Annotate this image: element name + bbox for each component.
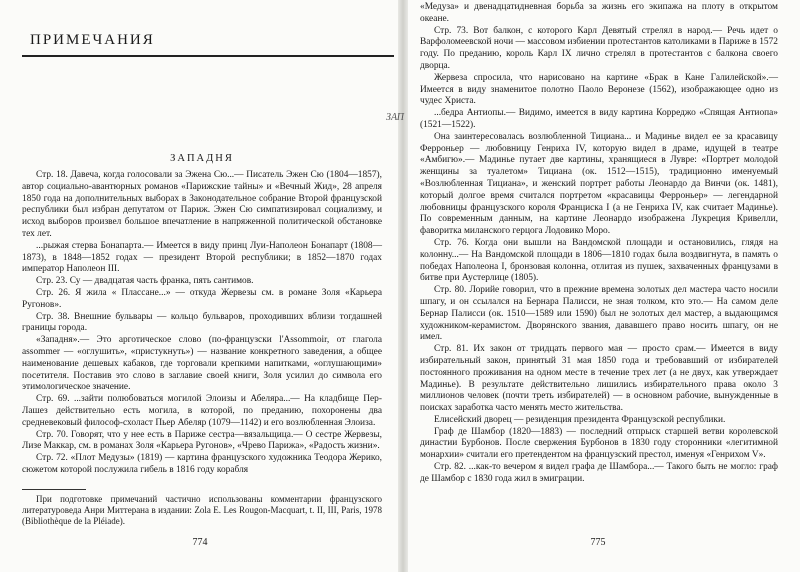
note-paragraph: Стр. 38. Внешние бульвары — кольцо бульваров, проходивших вблизи тогдашней границы города. (22, 311, 382, 334)
book-gutter (398, 0, 408, 572)
note-paragraph: Граф де Шамбор (1820—1883) — последний отпрыск старшей ветви королевской династии Бурбонов. После свержения Бурбонов в 1830 году сторонники «легитимной монархии» считали его претендентом на французский престол, именуя «Генрихом V». (420, 426, 778, 461)
note-paragraph: «Западня».— Это арготическое слово (по-французски l'Assommoir, от глагола assommer — «оглушить», «пристукнуть») — название конкретного заведения, а общее наименование дешевых кабаков, где торговали крепкими напитками, «оглушающими» посетителя. Поставив это слово в заглавие своей книги, Золя усилил до символа его этимологическое значение. (22, 335, 382, 393)
note-paragraph: Стр. 81. Их закон от тридцать первого мая — просто срам.— Имеется в виду избирательный закон, принятый 31 мая 1850 года и требовавший от избирателей постоянного проживания на одном месте в течение трех лет (а не двух, как утверждает Мадинье). В результате действительно лишились избирательного права около 3 миллионов человек (почти треть избирателей) — в основном рабочие, вынужденные в поисках заработка часто менять место жительства. (420, 344, 778, 414)
note-paragraph: ...бедра Антиопы.— Видимо, имеется в виду картина Корреджо «Спящая Антиопа» (1521—1522). (420, 108, 778, 130)
footnote-rule (22, 489, 86, 490)
page-number: 775 (590, 537, 606, 548)
right-page (408, 0, 800, 572)
note-paragraph: ...рыжая стерва Бонапарта.— Имеется в виду принц Луи-Наполеон Бонапарт (1808—1873), в 1848—1852 годах — президент Второй республики; в 1852—1870 годах император Наполеон III. (22, 240, 382, 275)
footnote: При подготовке примечаний частично использованы комментарии французского литературоведа Анри Миттерана в издании: Zola E. Les Rougon-Macquart, t. II, III, Paris, 1978 (Bibliothèque de la Pléiade). (22, 493, 382, 526)
left-page (0, 0, 398, 572)
header-rule (22, 55, 394, 57)
note-paragraph: Стр. 69. ...зайти полюбоваться могилой Элоизы и Абеляра...— На кладбище Пер-Лашез действительно есть могила, в которой, по преданию, похоронены два средневековый философ-схоласт Пьер Абеляр (1079—1142) и его возлюбленная Элоиза. (22, 394, 382, 428)
note-paragraph: «Медуза» и двенадцатидневная борьба за жизнь его экипажа на плоту в открытом океане. (420, 2, 778, 24)
note-paragraph: Жервеза спросила, что нарисовано на картине «Брак в Кане Галилейской».— Имеется в виду знаменитое полотно Паоло Веронезе (1562), изображающее одно из чудес Христа. (420, 72, 778, 107)
section-title: ЗАПАДНЯ (170, 153, 234, 164)
note-paragraph: Стр. 76. Когда они вышли на Вандомской площади и остановились, глядя на колонну...— На Вандомской площади в 1806—1810 годах была воздвигнута, в память о победах Наполеона I, бронзовая колонна, отлитая из пушек, захваченных французами в битве при Аустерлице (1805). (420, 237, 778, 284)
note-paragraph: Стр. 26. Я жила « Плассане...» — откуда Жервезы см. в романе Золя «Карьера Ругонов». (22, 287, 382, 310)
note-paragraph: Стр. 82. ...как-то вечером я видел графа де Шамбора...— Такого быть не могло: граф де Шамбор с 1830 года жил в эмиграции. (420, 462, 778, 484)
margin-mark: ЗАП (386, 112, 405, 123)
note-paragraph: Стр. 72. «Плот Медузы» (1819) — картина французского художника Теодора Жерико, сюжетом которой послужила гибель в 1816 году корабля (22, 453, 382, 475)
page-number: 774 (192, 537, 208, 548)
note-paragraph: Она заинтересовалась возлюбленной Тициана... и Мадинье видел ее за красавицу Ферроньер — любовницу Генриха IV, которую видел в драме, идущей в театре «Амбигю».— Мадинье путает две картины, хранящиеся в Лувре: «Портрет молодой женщины за туалетом» Тициана (ок. 1512—1515), традиционно именуемый «Возлюбленная Тициана», и женский портрет работы Леонардо да Винчи (ок. 1481), который долгое время считался портретом «красавицы Ферроньер» — легендарной любовницы французского короля Франциска I (а не Генриха IV, как считает Мадинье). По современным данным, на картине Леонардо изображена Лукреция Кривелли, фаворитка миланского герцога Лодовико Моро. (420, 131, 778, 237)
note-paragraph: Стр. 70. Говорят, что у нее есть в Париже сестра—вязальщица.— О сестре Жервезы, Лизе Маккар, см. в романах Золя «Карьера Ругонов», «Чрево Парижа», «Радость жизни». (22, 429, 382, 452)
note-paragraph: Стр. 73. Вот балкон, с которого Карл Девятый стрелял в народ.— Речь идет о Варфоломеевской ночи — массовом избиении протестантов католиками в Париже в 1572 году. По преданию, король Карл IX лично стрелял в протестантов с балкона своего дворца. (420, 25, 778, 71)
note-paragraph: Стр. 23. Су — двадцатая часть франка, пять сантимов. (36, 276, 254, 287)
note-paragraph: Елисейский дворец — резиденция президента Французской республики. (434, 414, 726, 425)
note-paragraph: Стр. 80. Лорийе говорил, что в прежние времена золотых дел мастера часто носили шпагу, и он ссылался на Бернара Палисси, не зная толком, кто это.— На самом деле Бернар Палисси (ок. 1510—1589 или 1590) был не золотых дел мастер, а выдающимся художником-керамистом. Дворянского звания, дававшего право носить шпагу, он не имел. (420, 285, 778, 343)
page-header: ПРИМЕЧАНИЯ (30, 32, 155, 48)
note-paragraph: Стр. 18. Давеча, когда голосовали за Эжена Сю...— Писатель Эжен Сю (1804—1857), автор социально-авантюрных романов «Парижские тайны» и «Вечный Жид», 28 апреля 1850 года на дополнительных выборах в Законодательное собрание Второй французской республики был избран депутатом от Париж. Эжен Сю симпатизировал социализму, и исход выборов произвел большое впечатление в напряженной политической обстановке тех лет. (22, 170, 382, 239)
